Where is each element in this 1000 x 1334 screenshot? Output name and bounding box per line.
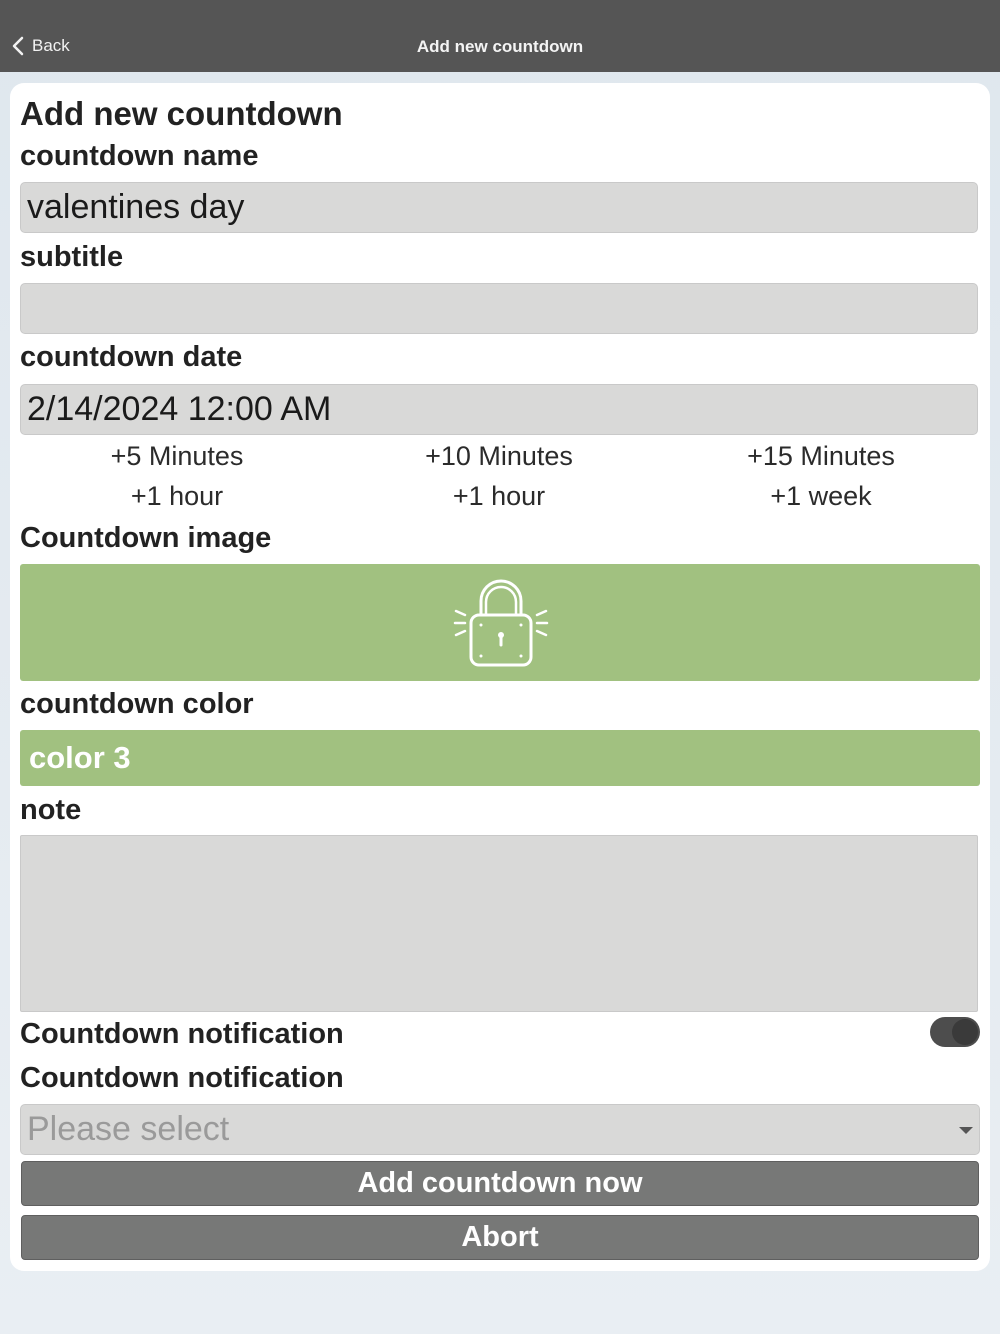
- add-1-hour-button[interactable]: +1 hour: [130, 481, 224, 511]
- abort-button[interactable]: Abort: [21, 1215, 979, 1260]
- add-1-week-button[interactable]: +1 week: [770, 481, 872, 511]
- countdown-color-label: countdown color: [20, 688, 254, 720]
- countdown-name-input[interactable]: [20, 182, 978, 233]
- countdown-date-label: countdown date: [20, 341, 243, 373]
- notification-select-placeholder: Please select: [27, 1110, 230, 1148]
- countdown-color-value: color 3: [29, 740, 131, 775]
- subtitle-input[interactable]: [20, 283, 978, 334]
- page-title: Add new countdown: [20, 95, 343, 132]
- navigation-bar: [0, 0, 1000, 72]
- note-textarea[interactable]: [20, 835, 978, 1012]
- subtitle-label: subtitle: [20, 241, 124, 273]
- chevron-down-icon: [959, 1127, 973, 1134]
- countdown-color-picker[interactable]: [20, 730, 980, 786]
- countdown-image-label: Countdown image: [20, 522, 272, 554]
- add-countdown-button[interactable]: Add countdown now: [21, 1161, 979, 1206]
- countdown-date-input[interactable]: [20, 384, 978, 435]
- add-1-hour-button-2[interactable]: +1 hour: [452, 481, 546, 511]
- notification-select-label: Countdown notification: [20, 1062, 344, 1094]
- add-15-minutes-button[interactable]: +15 Minutes: [747, 441, 895, 471]
- add-5-minutes-button[interactable]: +5 Minutes: [110, 441, 244, 471]
- lock-icon: [453, 575, 549, 671]
- note-label: note: [20, 794, 82, 826]
- toggle-knob: [952, 1019, 978, 1045]
- notification-toggle-label: Countdown notification: [20, 1018, 344, 1050]
- countdown-name-label: countdown name: [20, 140, 259, 172]
- notification-select[interactable]: [20, 1104, 980, 1155]
- countdown-image-picker[interactable]: [20, 564, 980, 681]
- notification-toggle[interactable]: [930, 1017, 980, 1047]
- form-card: [10, 83, 990, 1271]
- countdown-date-value: 2/14/2024 12:00 AM: [27, 390, 332, 428]
- add-10-minutes-button[interactable]: +10 Minutes: [425, 441, 573, 471]
- back-label: Back: [32, 36, 70, 55]
- nav-title: Add new countdown: [416, 37, 584, 56]
- countdown-name-value: valentines day: [27, 188, 245, 226]
